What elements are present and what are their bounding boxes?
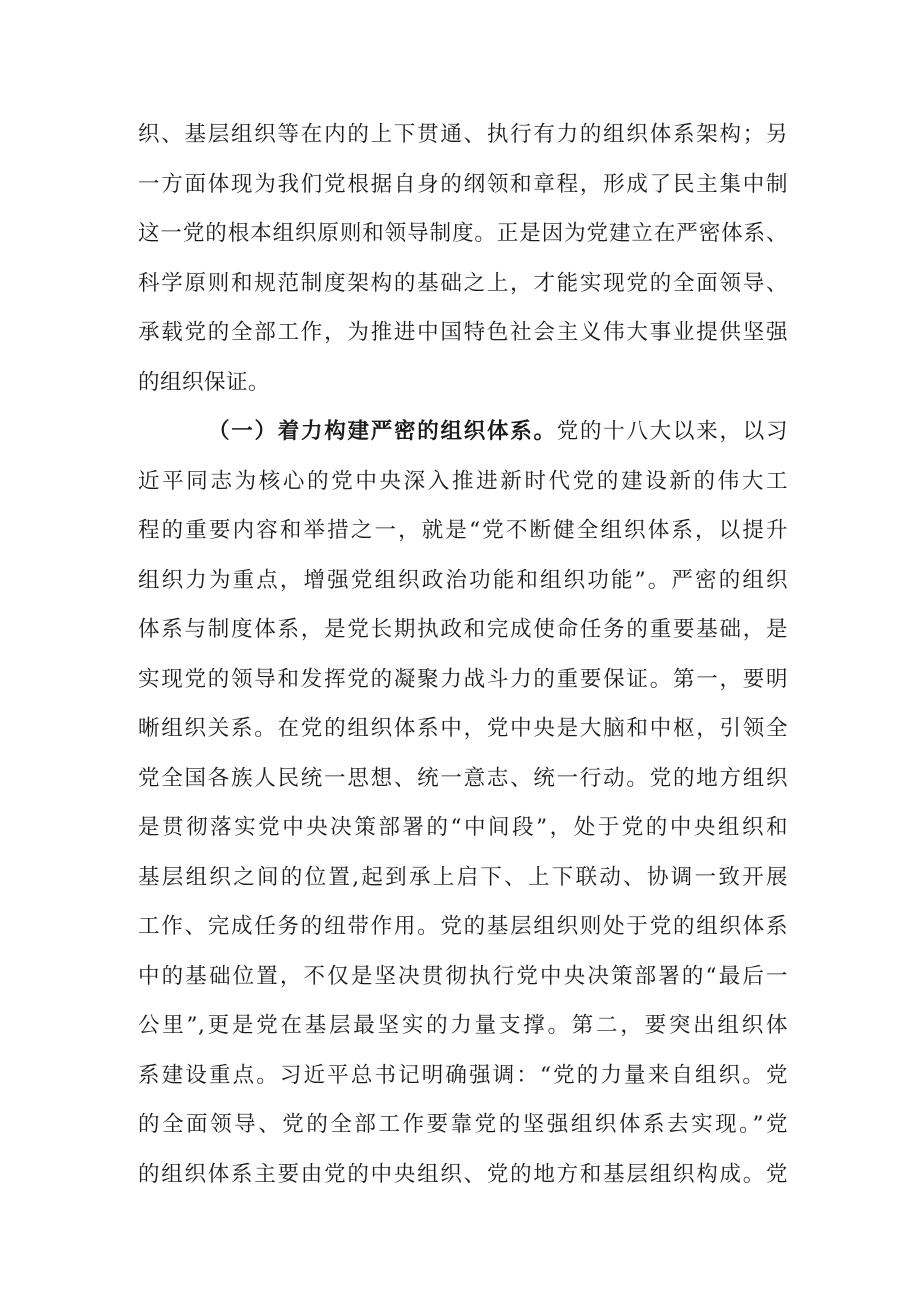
text-line: 的全面领导、党的全部工作要靠党的坚强组织体系去实现。”党 — [138, 1112, 788, 1137]
text-line: 公里”,更是党在基层最坚实的力量支撑。第二，要突出组织体 — [138, 1013, 788, 1038]
text-line: 中的基础位置，不仅是坚决贯彻执行党中央决策部署的“最后一 — [138, 963, 788, 989]
text-line: 程的重要内容和举措之一，就是“党不断健全组织体系，以提升 — [138, 518, 788, 543]
text-line: 基层组织之间的位置,起到承上启下、上下联动、协调一致开展 — [138, 864, 788, 890]
section-first-line-text: 党的十八大以来，以习 — [556, 419, 788, 444]
text-line: 实现党的领导和发挥党的凝聚力战斗力的重要保证。第一，要明 — [138, 666, 788, 692]
text-line: 是贯彻落实党中央决策部署的“中间段”，处于党的中央组织和 — [138, 815, 788, 840]
text-line: 这一党的根本组织原则和领导制度。正是因为党建立在严密体系、 — [138, 221, 788, 246]
text-line: 组织力为重点，增强党组织政治功能和组织功能”。严密的组织 — [138, 567, 788, 593]
text-line: 工作、完成任务的纽带作用。党的基层组织则处于党的组织体系 — [138, 914, 788, 939]
text-line: 承载党的全部工作，为推进中国特色社会主义伟大事业提供坚强 — [138, 320, 788, 345]
text-line: 体系与制度体系，是党长期执政和完成使命任务的重要基础，是 — [138, 617, 788, 642]
text-line: 的组织体系主要由党的中央组织、党的地方和基层组织构成。党 — [138, 1161, 788, 1187]
text-line: 织、基层组织等在内的上下贯通、执行有力的组织体系架构；另 — [138, 122, 788, 147]
text-line: 党全国各族人民统一思想、统一意志、统一行动。党的地方组织 — [138, 765, 788, 791]
body-text — [138, 110, 788, 1199]
text-line: 一方面体现为我们党根据自身的纲领和章程，形成了民主集中制 — [138, 171, 788, 197]
text-line: 的组织保证。 — [138, 369, 271, 395]
text-line: 近平同志为核心的党中央深入推进新时代党的建设新的伟大工 — [138, 468, 788, 494]
text-line: 科学原则和规范制度架构的基础之上，才能实现党的全面领导、 — [138, 270, 788, 296]
text-line: 晰组织关系。在党的组织体系中，党中央是大脑和中枢，引领全 — [138, 716, 788, 741]
text-line: 系建设重点。习近平总书记明确强调：“党的力量来自组织。党 — [138, 1062, 788, 1088]
section-heading: （一）着力构建严密的组织体系。 — [208, 419, 557, 444]
section-first-line — [138, 407, 788, 457]
